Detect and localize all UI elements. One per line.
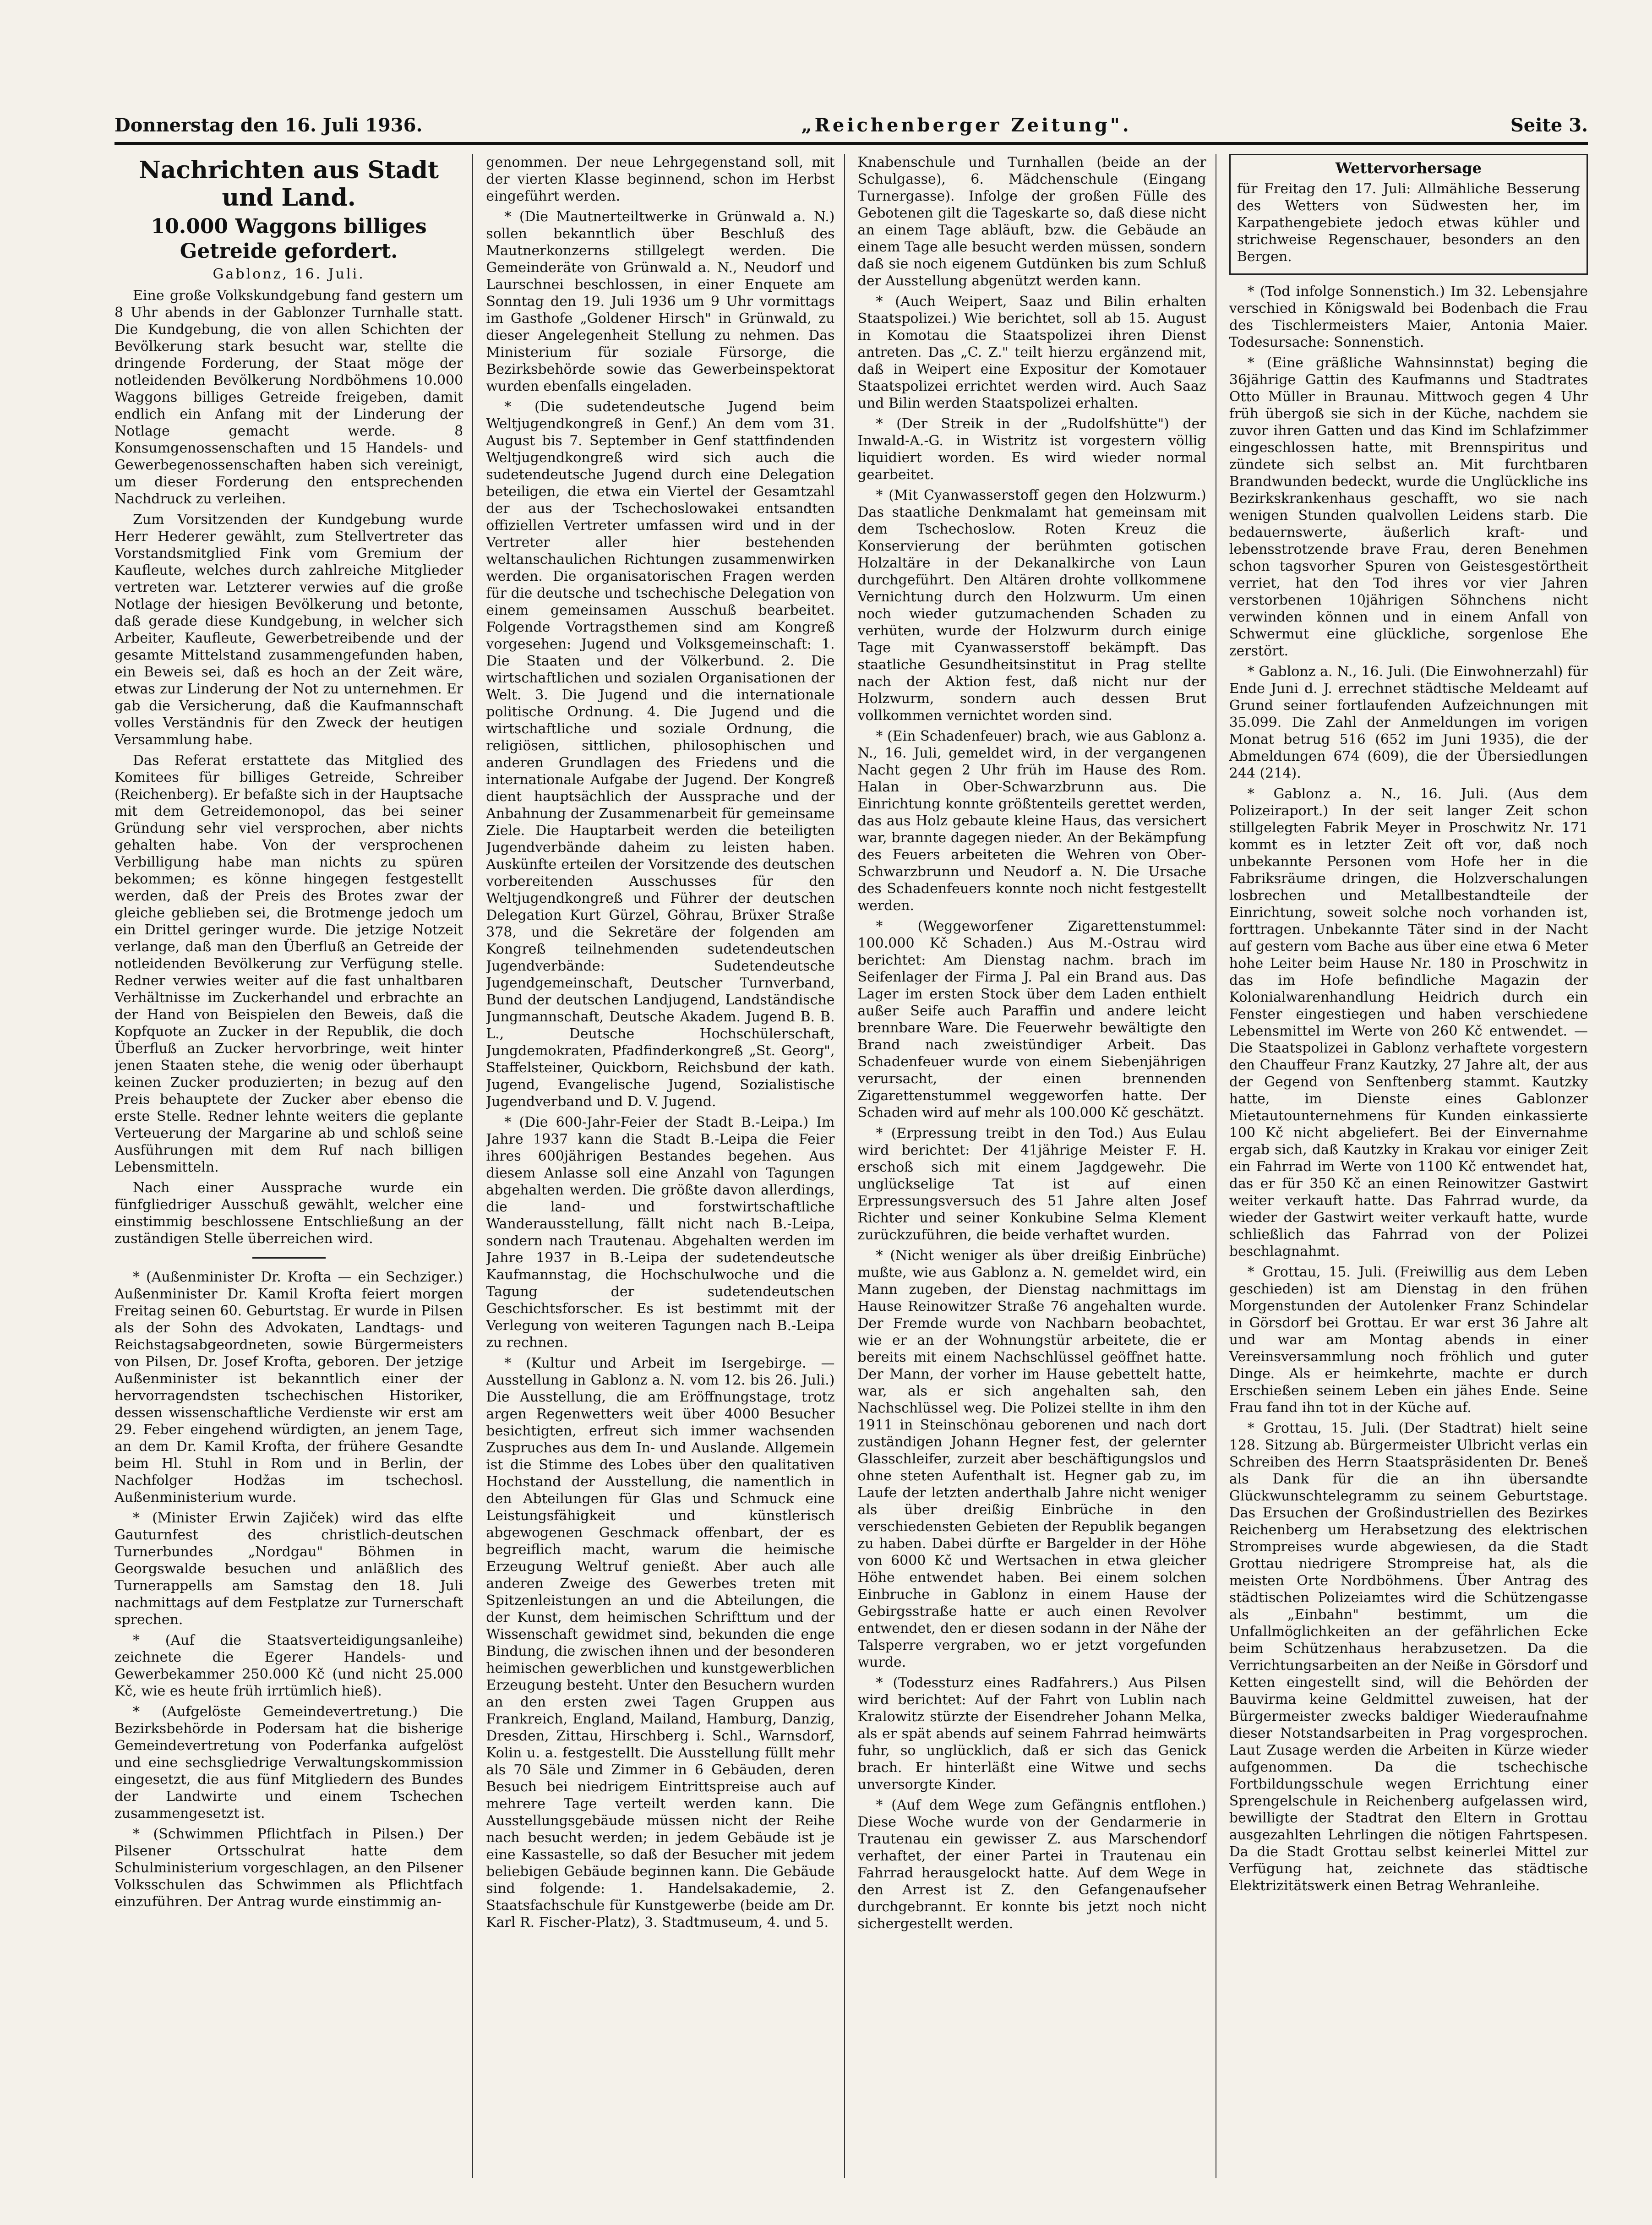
weather-forecast-title: Wettervorhersage	[1335, 159, 1482, 177]
news-item: * (Todessturz eines Radfahrers.) Aus Pilsen wird berichtet: Auf der Fahrt von Lublin nach Kralowitz stürzte der Eisendreher Johann Melka, als er spät abends auf seinem Fahrrad heimwärts fuhr, so unglücklich, daß er sich das Genick brach. Er hinterläßt eine Witwe und sechs unversorgte Kinder.	[857, 1675, 1206, 1793]
weather-forecast-text: für Freitag den 17. Juli: Allmähliche Besserung des Wetters von Südwesten her, im Karpathengebiete jedoch etwas kühler und strichweise Regenschauer, besonders an den Bergen.	[1237, 181, 1580, 265]
news-item: * (Außenminister Dr. Krofta — ein Sechziger.) Außenminister Dr. Kamil Krofta feiert morgen Freitag seinen 60. Geburtstag. Er wurde in Pilsen als der Sohn des Advokaten, Landtags- und Reichstagsabgeordneten, sowie Bürgermeisters von Pilsen, Dr. Josef Krofta, geboren. Der jetzige Außenminister ist bekanntlich einer der hervorragendsten tschechischen Historiker, dessen wissenschaftliche Verdienste wir erst am 29. Feber eingehend würdigten, an jenem Tage, an dem Dr. Kamil Krofta, der frühere Gesandte beim Hl. Stuhl in Rom und in Berlin, der Nachfolger Hodžas im tschechosl. Außenministerium wurde.	[114, 1269, 463, 1505]
news-item: * (Erpressung treibt in den Tod.) Aus Eulau wird berichtet: Der 41jährige Meister F. H. erschoß sich mit einem Jagdgewehr. Die unglückselige Tat ist auf einen Erpressungsversuch des 51 Jahre alten Josef Richter und seiner Konkubine Selma Klement zurückzuführen, die beide verhaftet wurden.	[857, 1125, 1206, 1243]
news-item: * (Der Streik in der „Rudolfshütte") der Inwald-A.-G. in Wistritz ist vorgestern völlig liquidiert worden. Es wird wieder normal gearbeitet.	[857, 416, 1206, 483]
news-item: * (Minister Erwin Zajiček) wird das elfte Gauturnfest des christlich-deutschen Turnerbundes „Nordgau" Böhmen in Georgswalde besuchen und anläßlich des Turnerappells am Samstag den 18. Juli nachmittags auf dem Festplatze zur Turnerschaft sprechen.	[114, 1510, 463, 1628]
issue-date: Donnerstag den 16. Juli 1936.	[114, 115, 423, 136]
article-paragraph: Knabenschule und Turnhallen (beide an der Schulgasse), 6. Mädchenschule (Eingang Turnergasse). Infolge der großen Fülle des Gebotenen gilt die Tageskarte so, daß diese nicht an einem Tage abläuft, bzw. die Gebäude an einem Tage alle besucht werden müssen, sondern daß sie noch eigenem Gutdünken bis zum Schluß der Ausstellung abgenützt werden kann.	[857, 154, 1206, 289]
news-item: * Gablonz a. N., 16. Juli. (Aus dem Polizeiraport.) In der seit langer Zeit schon stillgelegten Fabrik Meyer in Proschwitz Nr. 171 kommt es in letzter Zeit oft vor, daß noch unbekannte Personen vom Hofe her in die Fabriksräume dringen, die Holzverschalungen losbrechen und Metallbestandteile der Einrichtung, soweit solche noch vorhanden ist, forttragen. Unbekannte Täter sind in der Nacht auf gestern vom Bache aus über eine etwa 6 Meter hohe Leiter beim Hause Nr. 180 in Proschwitz in das im Hofe befindliche Magazin der Kolonialwarenhandlung Heidrich durch ein Fenster eingestiegen und haben verschiedene Lebensmittel im Werte von 260 Kč entwendet. — Die Staatspolizei in Gablonz verhaftete vorgestern den Chauffeur Franz Kautzky, 27 Jahre alt, der aus der Gegend von Senftenberg stammt. Kautzky hatte, im Dienste eines Gablonzer Mietautounternehmens für Kunden einkassierte 100 Kč nicht abgeliefert. Bei der Einvernahme ergab sich, daß Kautzky in Krakau vor einiger Zeit ein Fahrrad im Werte von 1100 Kč entwendet hat, das er für 350 Kč an einen Reinowitzer Gastwirt weiter verkauft hatte. Das Fahrrad wurde, da wieder der Gastwirt weiter verkauft hatte, wurde schließlich das Fahrrad von der Polizei beschlagnahmt.	[1229, 786, 1588, 1260]
news-item: * (Kultur und Arbeit im Isergebirge. — Ausstellung in Gablonz a. N. vom 12. bis 26. Juli.) Die Ausstellung, die am Eröffnungstage, trotz argen Regenwetters weit über 4000 Besucher besichtigten, erfreut sich immer wachsenden Zuspruches aus dem In- und Auslande. Allgemein ist die Stimme des Lobes über den qualitativen Hochstand der Ausstellung, die namentlich in den Abteilungen für Glas und Schmuck eine Leistungsfähigkeit und künstlerisch abgewogenen Geschmack offenbart, der es begreiflich macht, warum die heimische Erzeugung Weltruf genießt. Aber auch alle anderen Zweige des Gewerbes treten mit Spitzenleistungen an und die Abteilungen, die der Kunst, dem heimischen Schrifttum und der Wissenschaft gewidmet sind, bekunden die enge Bindung, die zwischen ihnen und der besonderen heimischen gewerblichen und kunstgewerblichen Erzeugung besteht. Unter den Besuchern wurden an den ersten zwei Tagen Gruppen aus Frankreich, England, Mailand, Hamburg, Danzig, Dresden, Zittau, Hirschberg i. Schl., Warnsdorf, Kolin u. a. festgestellt. Die Ausstellung füllt mehr als 70 Säle und Zimmer in 6 Gebäuden, deren Besuch bei niedrigem Eintrittspreise auch auf mehrere Tage verteilt werden kann. Die Ausstellungsgebäude müssen nicht der Reihe nach besucht werden; in jedem Gebäude ist je eine Kassastelle, so daß der Besucher mit jedem beliebigen Gebäude beginnen kann. Die Gebäude sind folgende: 1. Handelsakademie, 2. Staatsfachschule für Kunstgewerbe (beide am Dr. Karl R. Fischer-Platz), 3. Stadtmuseum, 4. und 5.	[486, 1355, 835, 1931]
article-paragraph: Das Referat erstattete das Mitglied des Komitees für billiges Getreide, Schreiber (Reichenberg). Er befaßte sich in der Hauptsache mit dem Getreidemonopol, das bei seiner Gründung sehr viel versprochen, aber nichts gehalten habe. Von der versprochenen Verbilligung habe man nichts zu spüren bekommen; es könne hingegen festgestellt werden, daß der Preis des Brotes zwar der gleiche geblieben sei, die Brotmenge jedoch um ein Drittel geringer wurde. Die jetzige Notzeit verlange, daß man den Überfluß an Getreide der notleidenden Bevölkerung zur Verfügung stelle. Redner verwies weiter auf die fast unhaltbaren Verhältnisse im Zuckerhandel und erbrachte an der Hand von Beispielen den Beweis, daß die Kopfquote an Zucker in der Republik, die doch Überfluß an Zucker hervorbringe, weit hinter jenen Staaten stehe, die wenig oder überhaupt keinen Zucker produzierten; in bezug auf den Preis behauptete der Zucker aber ebenso die erste Stelle. Redner lehnte weiters die geplante Verteuerung der Margarine ab und schloß seine Ausführungen mit dem Ruf nach billigen Lebensmitteln.	[114, 753, 463, 1175]
news-item: * (Eine gräßliche Wahnsinnstat) beging die 36jährige Gattin des Kaufmanns und Stadtrates Otto Müller in Braunau. Mittwoch gegen 4 Uhr früh übergoß sie sich in der Küche, nachdem sie zuvor ihren Gatten und das Kind im Schlafzimmer eingeschlossen hatte, mit Brennspiritus und zündete sich selbst an. Mit furchtbaren Brandwunden bedeckt, wurde die Unglückliche ins Bezirkskrankenhaus geschafft, wo sie nach wenigen Stunden qualvollen Leidens starb. Die bedauernswerte, äußerlich kraft- und lebensstrotzende brave Frau, deren Benehmen schon tagsvorher Spuren von Geistesgestörtheit verriet, hat den Tod ihres vor vier Jahren verstorbenen 10jährigen Söhnchens nicht verwinden können und in einem Anfall von Schwermut eine glückliche, sorgenlose Ehe zerstört.	[1229, 355, 1588, 659]
news-item: * (Auf die Staatsverteidigungsanleihe) zeichnete die Egerer Handels- und Gewerbekammer 250.000 Kč (und nicht 25.000 Kč, wie es heute früh irrtümlich hieß).	[114, 1632, 463, 1699]
column-1	[114, 154, 473, 2178]
article-columns	[114, 154, 1588, 2178]
article-paragraph: Eine große Volkskundgebung fand gestern um 8 Uhr abends in der Gablonzer Turnhalle statt. Die Kundgebung, die von allen Schichten der Bevölkerung stark besucht war, stellte die dringende Forderung, der Staat möge der notleidenden Bevölkerung Nordböhmens 10.000 Waggons billiges Getreide freigeben, damit endlich ein Anfang mit der Linderung der Notlage gemacht werde. 8 Konsumgenossenschaften und 15 Handels- und Gewerbegenossenschaften haben sich vereinigt, um dieser Forderung den entsprechenden Nachdruck zu verleihen.	[114, 288, 463, 507]
news-item: * Grottau, 15. Juli. (Freiwillig aus dem Leben geschieden) ist am Dienstag in den frühen Morgenstunden der Autolenker Franz Schindelar in Görsdorf bei Grottau. Er war erst 36 Jahre alt und war am Montag abends in einer Vereinsversammlung noch fröhlich und guter Dinge. Als er heimkehrte, machte er durch Erschießen seinem Leben ein jähes Ende. Seine Frau fand ihn tot in der Küche auf.	[1229, 1264, 1588, 1416]
news-item: * (Die sudetendeutsche Jugend beim Weltjugendkongreß in Genf.) An dem vom 31. August bis 7. September in Genf stattfindenden Weltjugendkongreß wird sich auch die sudetendeutsche Jugend durch eine Delegation beteiligen, die etwa ein Viertel der Gesamtzahl der aus der Tschechoslowakei entsandten offiziellen Vertreter umfassen wird und in der Vertreter aller hier bestehenden weltanschaulichen Richtungen zusammenwirken werden. Die organisatorischen Fragen werden für die deutsche und tschechische Delegation von einem gemeinsamen Ausschuß bearbeitet. Folgende Vortragsthemen sind am Kongreß vorgesehen: Jugend und Volksgemeinschaft: 1. Die Staaten und der Völkerbund. 2. Die wirtschaftlichen und sozialen Organisationen der Welt. 3. Die Jugend und die internationale politische Ordnung. 4. Die Jugend und die wirtschaftliche und soziale Ordnung, die religiösen, sittlichen, philosophischen und anderen Grundlagen des Friedens und die internationale Aufgabe der Jugend. Der Kongreß dient hauptsächlich der Aussprache und der Anbahnung der Zusammenarbeit für gemeinsame Ziele. Die Hauptarbeit werden die beteiligten Jugendverbände daheim zu leisten haben. Auskünfte erteilen der Vorsitzende des deutschen vorbereitenden Ausschusses für den Weltjugendkongreß und Führer der deutschen Delegation Kurt Gürzel, Göhrau, Brüxer Straße 378, und die Sekretäre der folgenden am Kongreß teilnehmenden sudetendeutschen Jugendverbände: Sudetendeutsche Jugendgemeinschaft, Deutscher Turnverband, Bund der deutschen Landjugend, Landständische Jungmannschaft, Deutsche Akadem. Jugend B. B. L., Deutsche Hochschülerschaft, Jungdemokraten, Pfadfinderkongreß „St. Georg", Staffelsteiner, Quickborn, Reichsbund der kath. Jugend, Evangelische Jugend, Sozialistische Jugendverband und D. V. Jugend.	[486, 399, 835, 1110]
news-item: * Gablonz a. N., 16. Juli. (Die Einwohnerzahl) für Ende Juni d. J. errechnet städtische Meldeamt auf Grund seiner fortlaufenden Aufzeichnungen mit 35.099. Die Zahl der Anmeldungen im vorigen Monat betrug 516 (652 im Juni 1935), die der Abmeldungen 674 (609), die der Übersiedlungen 244 (214).	[1229, 664, 1588, 781]
news-item: * (Auf dem Wege zum Gefängnis entflohen.) Diese Woche wurde von der Gendarmerie in Trautenau ein gewisser Z. aus Marschendorf verhaftet, der einer Partei in Trautenau ein Fahrrad herausgelockt hatte. Auf dem Wege in den Arrest ist Z. den Gefangenaufseher durchgebrannt. Er konnte bis jetzt noch nicht sichergestellt werden.	[857, 1797, 1206, 1932]
column-4	[1229, 154, 1588, 2178]
page-number: Seite 3.	[1510, 115, 1588, 136]
news-item: * (Weggeworfener Zigarettenstummel: 100.000 Kč Schaden.) Aus M.-Ostrau wird berichtet: Am Dienstag nachm. brach im Seifenlager der Firma J. Pal ein Brand aus. Das Lager im ersten Stock über dem Laden enthielt außer Seife auch Paraffin und andere leicht brennbare Ware. Die Feuerwehr bewältigte den Brand nach zweistündiger Arbeit. Das Schadenfeuer wurde von einem Siebenjährigen verursacht, der einen brennenden Zigarettenstummel weggeworfen hatte. Der Schaden wird auf mehr als 100.000 Kč geschätzt.	[857, 918, 1206, 1121]
article-paragraph: Nach einer Aussprache wurde ein fünfgliedriger Ausschuß gewählt, welcher eine einstimmig beschlossene Entschließung an der zuständigen Stelle überreichen wird.	[114, 1180, 463, 1247]
masthead	[114, 115, 1588, 145]
article-paragraph: Zum Vorsitzenden der Kundgebung wurde Herr Hederer gewählt, zum Stellvertreter das Vorstandsmitglied Fink vom Gremium der Kaufleute, welches durch zahlreiche Mitglieder vertreten war. Letzterer verwies auf die große Notlage der hiesigen Bevölkerung und betonte, daß gerade diese Kundgebung, in welcher sich Arbeiter, Kaufleute, Gewerbetreibende und der gesamte Mittelstand zusammengefunden haben, ein Beweis sei, daß es hoch an der Zeit wäre, etwas zur Linderung der Not zu unternehmen. Er gab die Versicherung, daß die Kaufmannschaft volles Verständnis für den Zweck der heutigen Versammlung habe.	[114, 512, 463, 748]
article-paragraph: genommen. Der neue Lehrgegenstand soll, mit der vierten Klasse beginnend, schon im Herbst eingeführt werden.	[486, 154, 835, 204]
weather-forecast-box	[1229, 154, 1588, 275]
news-item: * (Aufgelöste Gemeindevertretung.) Die Bezirksbehörde in Podersam hat die bisherige Gemeindevertretung von Poderfanka aufgelöst und eine sechsgliedrige Verwaltungskommission eingesetzt, die aus fünf Mitgliedern des Bundes der Landwirte und einem Tschechen zusammengesetzt ist.	[114, 1704, 463, 1821]
newspaper-title: „Reichenberger Zeitung".	[801, 115, 1132, 136]
column-2	[486, 154, 845, 2178]
news-item: * (Mit Cyanwasserstoff gegen den Holzwurm.) Das staatliche Denkmalamt hat gemeinsam mit dem Tschechoslow. Roten Kreuz die Konservierung der berühmten gotischen Holzaltäre in der Dekanalkirche von Laun durchgeführt. Den Altären drohte vollkommene Vernichtung durch den Holzwurm. Um einen noch wieder gutzumachenden Schaden zu verhüten, wurde der Holzwurm durch einige Tage mit Cyanwasserstoff bekämpft. Das staatliche Gesundheitsinstitut in Prag stellte nach der Aktion fest, daß nicht nur der Holzwurm, sondern auch dessen Brut vollkommen vernichtet worden sind.	[857, 487, 1206, 724]
news-item: * (Schwimmen Pflichtfach in Pilsen.) Der Pilsener Ortsschulrat hatte dem Schulministerium vorgeschlagen, an den Pilsener Volksschulen das Schwimmen als Pflichtfach einzuführen. Der Antrag wurde einstimmig an-	[114, 1826, 463, 1910]
news-item: * (Auch Weipert, Saaz und Bilin erhalten Staatspolizei.) Wie berichtet, soll ab 15. August in Komotau die Staatspolizei ihren Dienst antreten. Das „C. Z." teilt hierzu ergänzend mit, daß in Weipert eine Expositur der Komotauer Staatspolizei errichtet werden wird. Auch Saaz und Bilin werden Staatspolizei erhalten.	[857, 294, 1206, 411]
dateline: Gablonz, 16. Juli.	[213, 266, 365, 282]
news-item: * (Nicht weniger als über dreißig Einbrüche) mußte, wie aus Gablonz a. N. gemeldet wird, ein Mann zugeben, der Dienstag nachmittags im Hause Reinowitzer Straße 76 angehalten wurde. Der Fremde wurde von Nachbarn beobachtet, wie er an der Wohnungstür arbeitete, die er bereits mit einem Nachschlüssel geöffnet hatte. Der Mann, der vorher im Hause gebettelt hatte, war, als er sich angehalten sah, den Nachschlüssel weg. Die Polizei stellte in ihm den 1911 in Steinschönau geborenen und nach dort zuständigen Johann Hegner fest, der gelernter Glasschleifer, zurzeit aber beschäftigungslos und ohne steten Aufenthalt ist. Hegner gab zu, im Laufe der letzten anderthalb Jahre nicht weniger als über dreißig Einbrüche in den verschiedensten Gebieten der Republik begangen zu haben. Dabei dürfte er Bargelder in der Höhe von 6000 Kč und Wertsachen in etwa gleicher Höhe entwendet haben. Bei einem solchen Einbruche in Gablonz in einem Hause der Gebirgsstraße hatte er auch einen Revolver entwendet, den er diesen sodann in der Nähe der Talsperre vergraben, wo er jetzt vorgefunden wurde.	[857, 1248, 1206, 1670]
column-3	[858, 154, 1216, 2178]
section-title: Nachrichten aus Stadt und Land.	[139, 156, 439, 212]
lead-headline: 10.000 Waggons billiges Getreide gefordert.	[151, 215, 427, 263]
section-divider	[252, 1257, 326, 1259]
news-item: * (Die Mautnerteiltwerke in Grünwald a. N.) sollen bekanntlich über Beschluß des Mautnerkonzerns stillgelegt werden. Die Gemeinderäte von Grünwald a. N., Neudorf und Laurschnei beschlossen, in einer Enquete am Sonntag den 19. Juli 1936 um 9 Uhr vormittags im Gasthofe „Goldener Hirsch" in Grünwald, zu dieser Angelegenheit Stellung zu nehmen. Das Ministerium für soziale Fürsorge, die Bezirksbehörde sowie das Gewerbeinspektorat wurden ebenfalls eingeladen.	[486, 209, 835, 394]
news-item: * (Tod infolge Sonnenstich.) Im 32. Lebensjahre verschied in Königswald bei Bodenbach die Frau des Tischlermeisters Maier, Antonia Maier. Todesursache: Sonnenstich.	[1229, 284, 1588, 350]
news-item: * Grottau, 15. Juli. (Der Stadtrat) hielt seine 128. Sitzung ab. Bürgermeister Ulbricht verlas ein Schreiben des Herrn Staatspräsidenten Dr. Beneš als Dank für die an ihn übersandte Glückwunschtelegramm zu seinem Geburtstage. Das Ersuchen der Großindustriellen des Bezirkes Reichenberg um Herabsetzung des elektrischen Strompreises wurde abgewiesen, da die Stadt Grottau niedrigere Strompreise hat, als die meisten Orte Nordböhmens. Über Antrag des städtischen Polizeiamtes wird die Schützengasse als „Einbahn" bestimmt, um die Unfallmöglichkeiten an der gefährlichen Ecke beim Schützenhaus herabzusetzen. Da die Verrichtungsarbeiten an der Neiße in Görsdorf und Ketten eingestellt sind, will die Behörden der Bauvirma keine Geldmittel zuweisen, hat der Bürgermeister zwecks baldiger Wiederaufnahme dieser Notstandsarbeiten in Prag vorgesprochen. Laut Zusage werden die Arbeiten in Kürze wieder aufgenommen. Da die tschechische Fortbildungsschule wegen Errichtung einer Sprengelschule in Reichenberg aufgelassen wird, bewilligte der Stadtrat den Eltern in Grottau ausgezahlten Lehrlingen die nötigen Fahrtspesen. Da die Stadt Grottau selbst keinerlei Mittel zur Verfügung hat, zeichnete das städtische Elektrizitätswerk einen Betrag Wehranleihe.	[1229, 1420, 1588, 1894]
news-item: * (Ein Schadenfeuer) brach, wie aus Gablonz a. N., 16. Juli, gemeldet wird, in der vergangenen Nacht gegen 2 Uhr früh im Hause des Rom. Halan in Ober-Schwarzbrunn aus. Die Einrichtung konnte größtenteils gerettet werden, das aus Holz gebaute kleine Haus, das versichert war, brannte dagegen nieder. An der Bekämpfung des Feuers arbeiteten die Wehren von Ober-Schwarzbrunn und Neudorf a. N. Die Ursache des Schadenfeuers konnte noch nicht festgestellt werden.	[857, 728, 1206, 914]
news-item: * (Die 600-Jahr-Feier der Stadt B.-Leipa.) Im Jahre 1937 kann die Stadt B.-Leipa die Feier ihres 600jährigen Bestandes begehen. Aus diesem Anlasse soll eine Anzahl von Tagungen abgehalten werden. Die größte davon allerdings, die land- und forstwirtschaftliche Wanderausstellung, fällt nicht nach B.-Leipa, sondern nach Trautenau. Abgehalten werden im Jahre 1937 in B.-Leipa der sudetendeutsche Kaufmannstag, die Hochschulwoche und die Tagung der sudetendeutschen Geschichtsforscher. Es ist bestimmt mit der Verlegung von weiteren Tagungen nach B.-Leipa zu rechnen.	[486, 1114, 835, 1351]
